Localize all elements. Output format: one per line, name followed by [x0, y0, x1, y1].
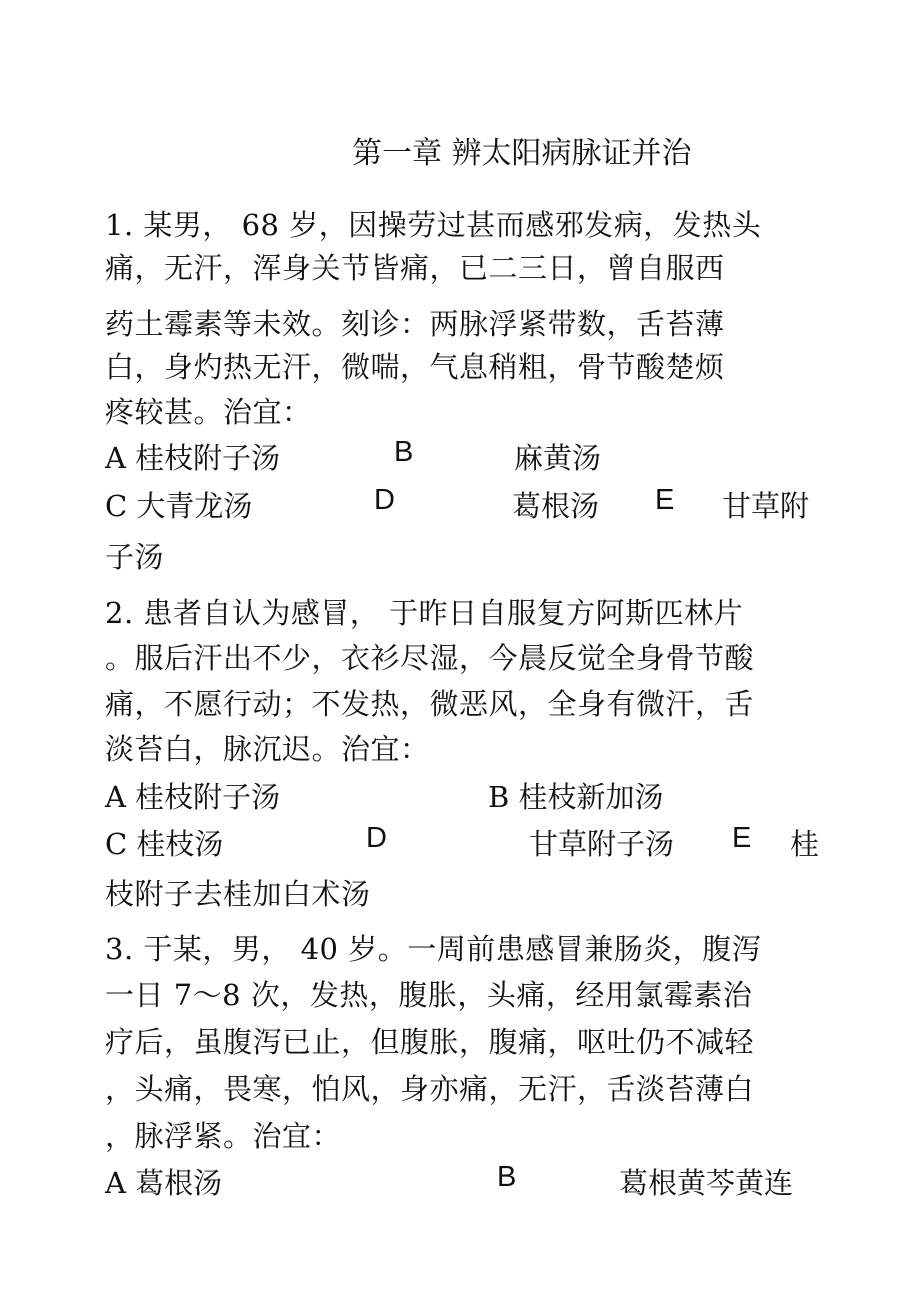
q1-line-2: 痛，无汗，浑身关节皆痛，已二三日，曾自服西: [105, 251, 725, 285]
q2-option-b: B 桂枝新加汤: [488, 780, 664, 814]
q2-line-4: 淡苔白，脉沉迟。治宜：: [105, 732, 430, 766]
q1-line-5: 疼较甚。治宜：: [105, 395, 312, 429]
q1-line-4: 白，身灼热无汗，微喘，气息稍粗，骨节酸楚烦: [105, 350, 725, 384]
q2-option-c: C 桂枝汤: [105, 827, 224, 861]
q1-option-d-text: 葛根汤: [512, 489, 600, 523]
q1-option-e-letter: E: [655, 484, 675, 516]
q3-option-b-letter: B: [497, 1161, 517, 1193]
q2-option-e-letter: E: [732, 822, 752, 854]
q2-option-a: A 桂枝附子汤: [105, 780, 281, 814]
q1-line-1: 1. 某男， 68 岁，因操劳过甚而感邪发病，发热头: [105, 208, 762, 242]
q1-option-e-continued: 子汤: [105, 540, 165, 574]
q3-option-b-text: 葛根黄芩黄连: [619, 1166, 794, 1200]
q2-line-3: 痛，不愿行动；不发热，微恶风，全身有微汗，舌: [105, 687, 755, 721]
q3-line-1: 3. 于某，男， 40 岁。一周前患感冒兼肠炎，腹泻: [105, 932, 762, 966]
q2-option-e-text: 桂: [790, 827, 820, 861]
q2-line-2: 。服后汗出不少，衣衫尽湿，今晨反觉全身骨节酸: [105, 641, 755, 675]
q3-line-3: 疗后，虽腹泻已止，但腹胀，腹痛，呕吐仍不减轻: [105, 1025, 755, 1059]
q2-line-1: 2. 患者自认为感冒， 于昨日自服复方阿斯匹林片: [105, 596, 744, 630]
q3-option-a: A 葛根汤: [105, 1166, 223, 1200]
q1-option-c: C 大青龙汤: [105, 489, 253, 523]
q3-line-4: ，头痛，畏寒，怕风，身亦痛，无汗，舌淡苔薄白: [105, 1072, 755, 1106]
q1-line-3: 药土霉素等未效。刻诊：两脉浮紧带数，舌苔薄: [105, 307, 725, 341]
q2-option-e-continued: 枝附子去桂加白术汤: [105, 877, 371, 911]
q1-option-d-letter: D: [374, 484, 395, 516]
q1-option-a: A 桂枝附子汤: [105, 441, 281, 475]
q1-option-b-text: 麻黄汤: [514, 441, 602, 475]
q2-option-d-text: 甘草附子汤: [529, 827, 675, 861]
q3-line-2: 一日 7～8 次，发热，腹胀，头痛，经用氯霉素治: [105, 978, 753, 1012]
q3-line-5: ，脉浮紧。治宜：: [105, 1119, 342, 1153]
q1-option-e-text: 甘草附: [722, 489, 810, 523]
q1-option-b-letter: B: [394, 436, 414, 468]
chapter-title: 第一章 辨太阳病脉证并治: [352, 136, 692, 171]
q2-option-d-letter: D: [366, 822, 387, 854]
